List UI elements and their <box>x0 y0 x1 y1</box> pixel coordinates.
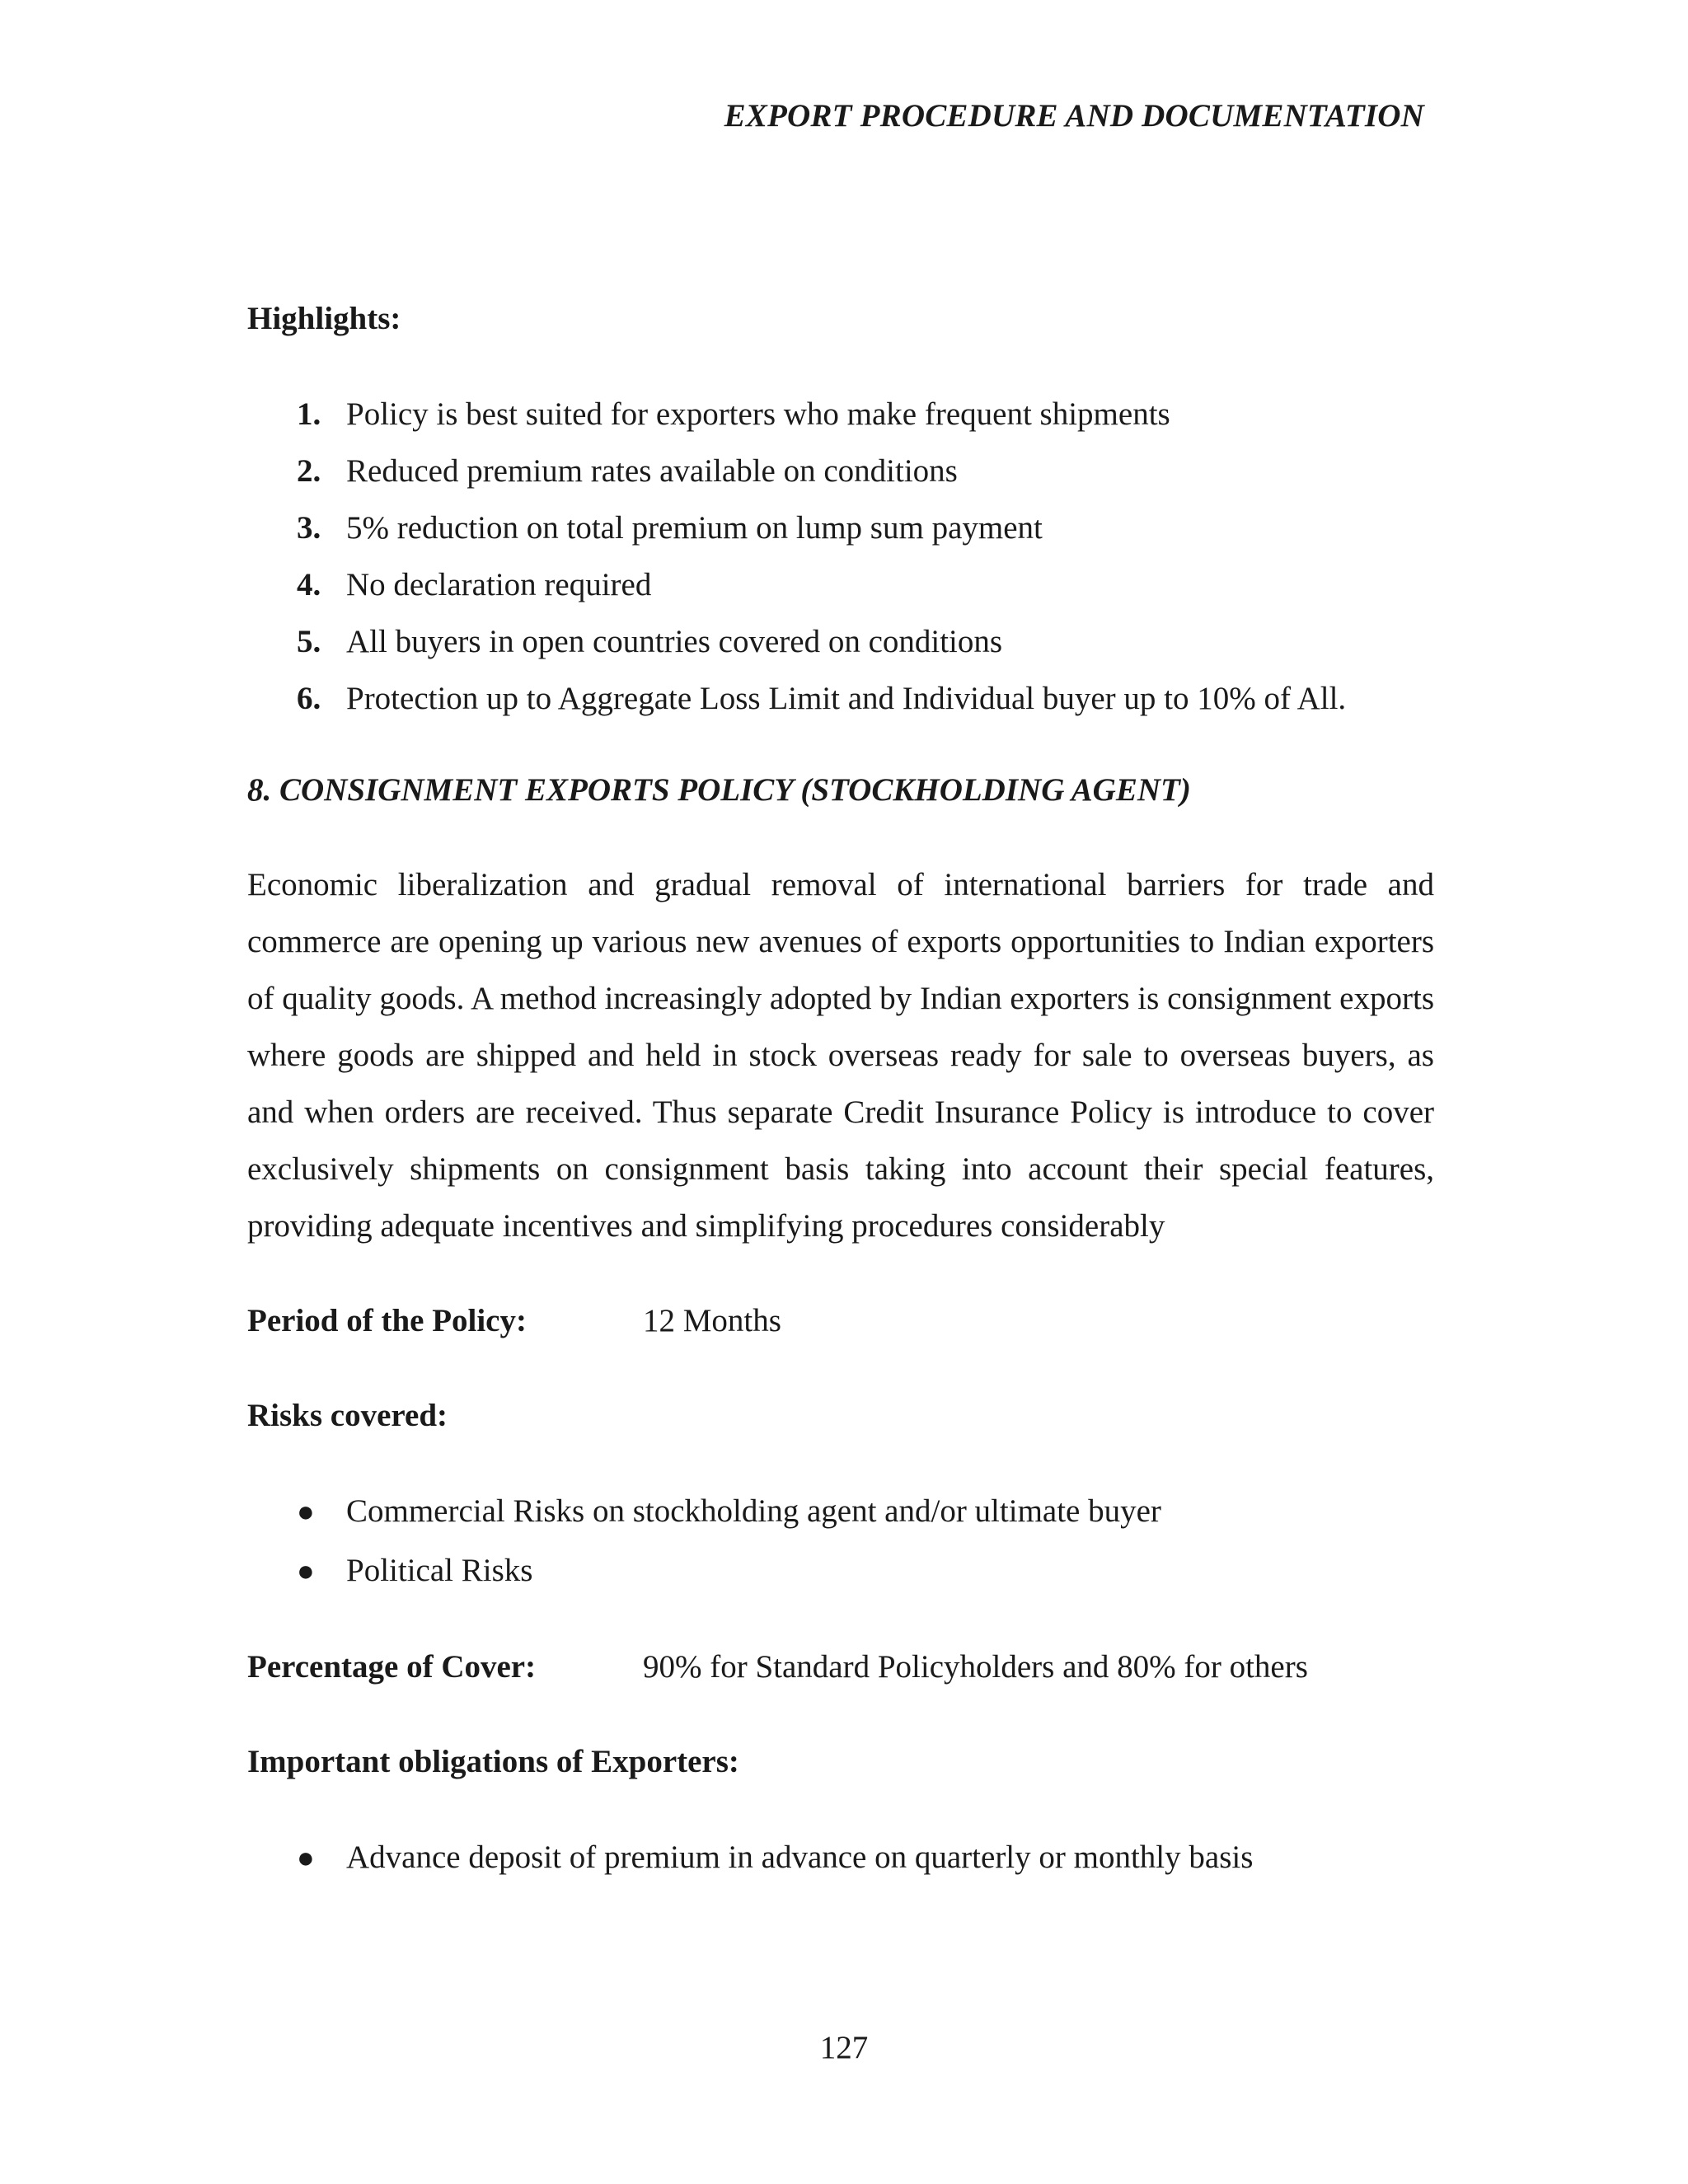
cover-percentage-value: 90% for Standard Policyholders and 80% for others <box>643 1649 1308 1685</box>
page-content <box>247 290 1434 1925</box>
risks-covered-title: Risks covered: <box>247 1398 448 1433</box>
section-paragraph: Economic liberalization and gradual removal of international barriers for trade and commerce are opening up various new avenues of exports opportunities to Indian exporters of quality goods. A method increasingly adopted by Indian exporters is consignment exports where goods are shipped and held in stock overseas ready for sale to overseas buyers, as and when orders are received. Thus separate Credit Insurance Policy is introduce to cover exclusively shipments on consignment basis taking into account their special features, providing adequate incentives and simplifying procedures considerably <box>247 867 1434 1244</box>
list-number: 2. <box>297 453 321 489</box>
highlights-title: Highlights: <box>247 301 401 336</box>
obligations-list <box>247 1828 1434 1887</box>
list-item <box>247 613 1434 670</box>
list-item <box>247 386 1434 443</box>
policy-period-row <box>247 1292 1434 1349</box>
list-item <box>247 1482 1434 1541</box>
bullet-icon: ● <box>297 1495 315 1528</box>
list-number: 1. <box>297 396 321 432</box>
list-item-text: All buyers in open countries covered on conditions <box>346 624 1003 659</box>
page-number: 127 <box>819 2030 869 2065</box>
list-item-text: Political Risks <box>346 1553 533 1588</box>
policy-period-value: 12 Months <box>643 1303 781 1338</box>
list-item-text: Protection up to Aggregate Loss Limit and Individual buyer up to 10% of All. <box>346 681 1347 716</box>
list-item-text: Policy is best suited for exporters who make frequent shipments <box>346 396 1170 432</box>
highlights-list <box>247 386 1434 727</box>
obligations-title: Important obligations of Exporters: <box>247 1744 739 1779</box>
running-header-title: EXPORT PROCEDURE AND DOCUMENTATION <box>724 98 1424 134</box>
list-number: 5. <box>297 624 321 659</box>
list-item <box>247 1828 1434 1887</box>
list-item <box>247 443 1434 499</box>
cover-percentage-label: Percentage of Cover: <box>247 1649 537 1685</box>
list-item-text: Reduced premium rates available on conditions <box>346 453 958 489</box>
list-item <box>247 499 1434 556</box>
bullet-icon: ● <box>297 1841 315 1874</box>
list-item-text: Commercial Risks on stockholding agent and/or ultimate buyer <box>346 1493 1161 1529</box>
bullet-icon: ● <box>297 1554 315 1587</box>
list-item-text: No declaration required <box>346 567 652 602</box>
cover-percentage-row <box>247 1638 1434 1695</box>
list-item <box>247 670 1434 727</box>
section-title: 8. CONSIGNMENT EXPORTS POLICY (STOCKHOLDING AGENT) <box>247 772 1191 808</box>
policy-period-label: Period of the Policy: <box>247 1303 527 1338</box>
list-number: 4. <box>297 567 321 602</box>
risks-list <box>247 1482 1434 1601</box>
list-item-text: 5% reduction on total premium on lump sum payment <box>346 510 1043 546</box>
list-number: 6. <box>297 681 321 716</box>
list-item <box>247 556 1434 613</box>
list-item <box>247 1541 1434 1601</box>
list-item-text: Advance deposit of premium in advance on quarterly or monthly basis <box>346 1840 1254 1875</box>
list-number: 3. <box>297 510 321 546</box>
